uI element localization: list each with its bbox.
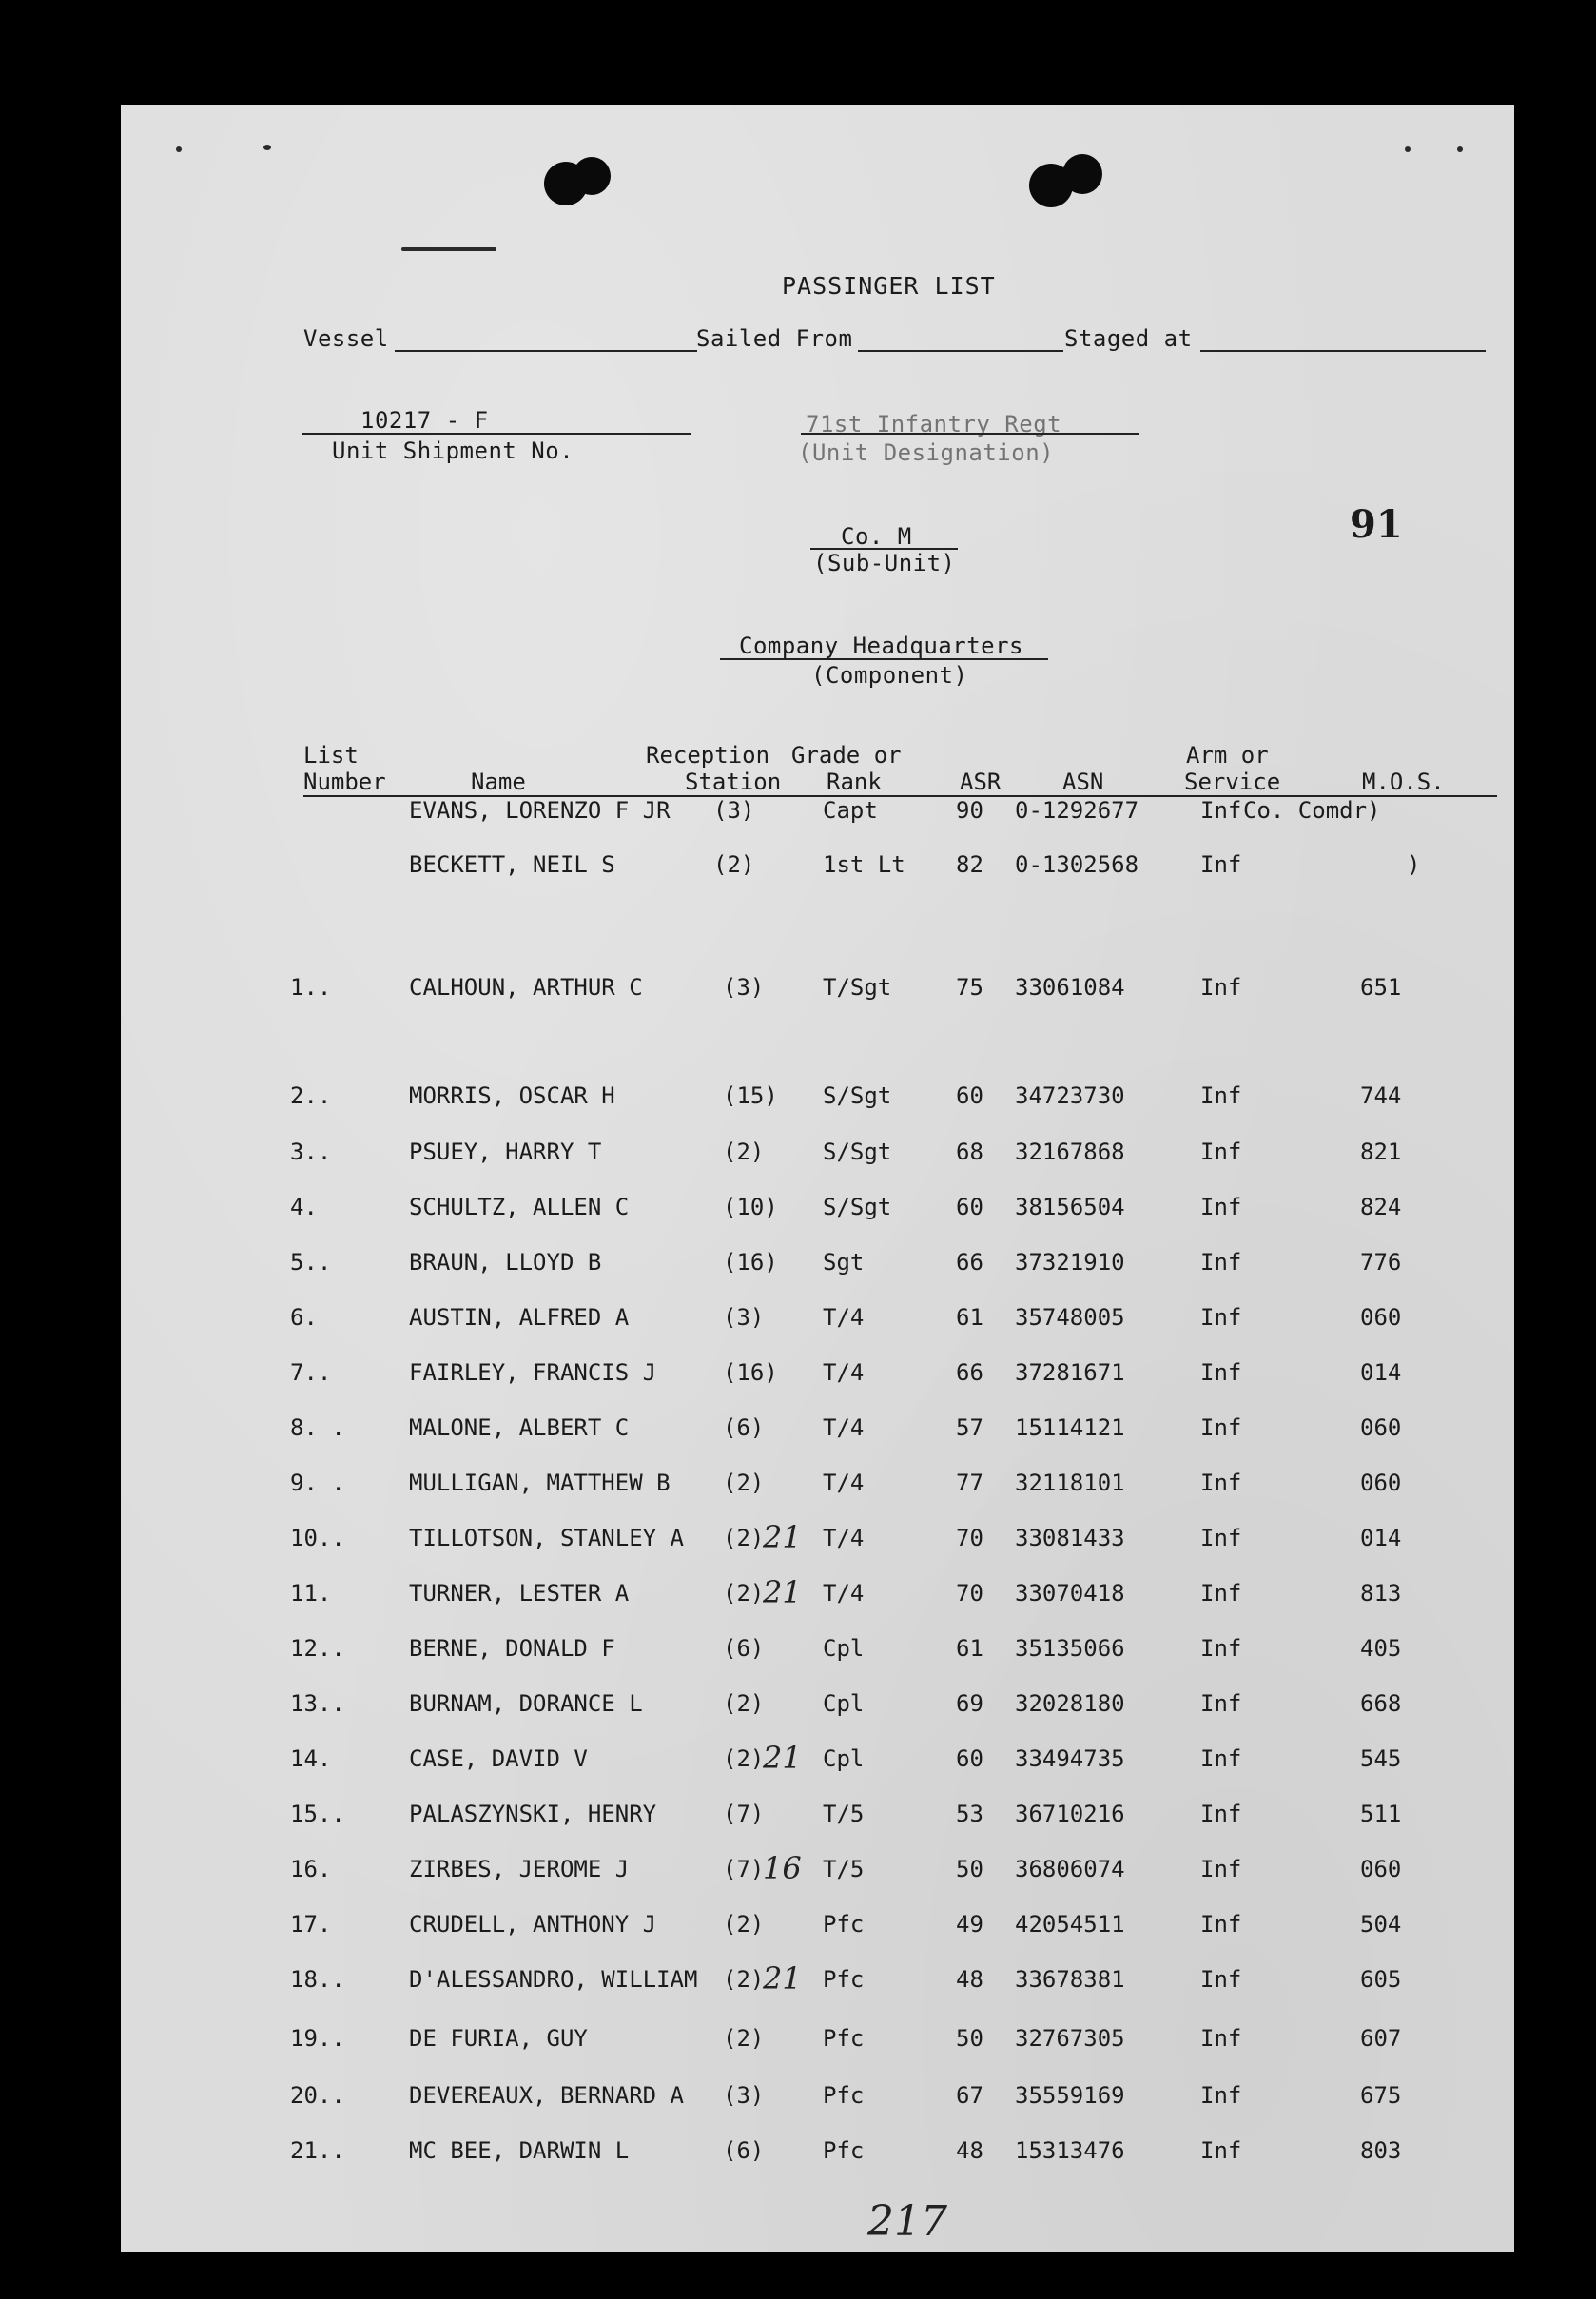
cell-name: MORRIS, OSCAR H <box>409 1082 615 1109</box>
sailed-from-label: Sailed From <box>696 325 853 352</box>
cell-grade: Pfc <box>823 1966 865 1993</box>
col-mos-header: M.O.S. <box>1362 769 1445 795</box>
cell-name: FAIRLEY, FRANCIS J <box>409 1359 657 1386</box>
cell-arm: Inf <box>1200 1580 1242 1607</box>
staged-at-label: Staged at <box>1064 325 1193 352</box>
table-row <box>121 1690 1514 1724</box>
component-rule <box>720 658 1048 660</box>
punch-hole <box>1062 154 1102 194</box>
cell-arm: Inf <box>1200 1414 1242 1441</box>
table-row <box>121 1470 1514 1504</box>
table-row <box>121 797 1514 831</box>
cell-name: BRAUN, LLOYD B <box>409 1249 602 1276</box>
cell-mos: 405 <box>1360 1635 1402 1662</box>
cell-mos: 651 <box>1360 974 1402 1001</box>
handwritten-station-correction: 21 <box>763 1574 802 1610</box>
cell-station: (2) <box>723 1139 765 1165</box>
cell-list-number: 19.. <box>290 2025 345 2052</box>
cell-name: DEVEREAUX, BERNARD A <box>409 2082 684 2109</box>
table-row <box>121 1139 1514 1173</box>
cell-mos: Co. Comdr) <box>1243 797 1381 824</box>
sailed-from-blank <box>858 350 1063 352</box>
cell-mos: 545 <box>1360 1745 1402 1772</box>
page-title: PASSINGER LIST <box>782 272 996 300</box>
cell-arm: Inf <box>1200 974 1242 1001</box>
cell-asr: 68 <box>956 1139 983 1165</box>
cell-mos: 776 <box>1360 1249 1402 1276</box>
cell-list-number: 3.. <box>290 1139 332 1165</box>
cell-asr: 90 <box>956 797 983 824</box>
col-list-header: List <box>303 742 359 769</box>
cell-station: (2) <box>713 851 755 878</box>
cell-asn: 32118101 <box>1015 1470 1125 1496</box>
punch-hole <box>573 157 611 195</box>
cell-mos: 605 <box>1360 1966 1402 1993</box>
cell-station: (2) <box>723 1470 765 1496</box>
cell-asn: 37281671 <box>1015 1359 1125 1386</box>
cell-name: MULLIGAN, MATTHEW B <box>409 1470 671 1496</box>
cell-arm: Inf <box>1200 1690 1242 1717</box>
cell-list-number: 11. <box>290 1580 332 1607</box>
cell-asn: 33494735 <box>1015 1745 1125 1772</box>
cell-asn: 37321910 <box>1015 1249 1125 1276</box>
speck <box>176 146 182 152</box>
cell-asn: 36806074 <box>1015 1856 1125 1882</box>
cell-list-number: 16. <box>290 1856 332 1882</box>
cell-mos: 675 <box>1360 2082 1402 2109</box>
cell-mos: 060 <box>1360 1856 1402 1882</box>
cell-station: (7) <box>723 1856 765 1882</box>
table-row <box>121 1359 1514 1393</box>
cell-grade: T/5 <box>823 1856 865 1882</box>
cell-arm: Inf <box>1200 1745 1242 1772</box>
cell-asr: 69 <box>956 1690 983 1717</box>
cell-station: (3) <box>723 2082 765 2109</box>
table-row <box>121 1249 1514 1283</box>
cell-station: (6) <box>723 1635 765 1662</box>
speck <box>1405 146 1411 152</box>
cell-asr: 60 <box>956 1745 983 1772</box>
table-row <box>121 2137 1514 2172</box>
cell-station: (16) <box>723 1249 778 1276</box>
cell-asn: 32167868 <box>1015 1139 1125 1165</box>
cell-list-number: 21.. <box>290 2137 345 2164</box>
cell-asn: 35748005 <box>1015 1304 1125 1331</box>
speck <box>401 247 496 251</box>
component-value: Company Headquarters <box>739 633 1023 659</box>
cell-arm: Inf <box>1200 1249 1242 1276</box>
table-row <box>121 974 1514 1008</box>
handwritten-page-number: 217 <box>867 2197 947 2246</box>
table-row <box>121 1960 1514 2000</box>
cell-grade: Cpl <box>823 1745 865 1772</box>
cell-list-number: 20.. <box>290 2082 345 2109</box>
cell-mos: 511 <box>1360 1801 1402 1827</box>
cell-asr: 66 <box>956 1249 983 1276</box>
col-list-header-2: Number <box>303 769 386 795</box>
cell-asr: 82 <box>956 851 983 878</box>
cell-name: BERNE, DONALD F <box>409 1635 615 1662</box>
cell-name: TILLOTSON, STANLEY A <box>409 1525 684 1551</box>
component-label: (Component) <box>811 662 968 689</box>
cell-name: CALHOUN, ARTHUR C <box>409 974 643 1001</box>
cell-asn: 36710216 <box>1015 1801 1125 1827</box>
cell-asr: 66 <box>956 1359 983 1386</box>
col-name-header: Name <box>471 769 526 795</box>
cell-arm: Inf <box>1200 2025 1242 2052</box>
cell-grade: Pfc <box>823 2025 865 2052</box>
cell-grade: T/4 <box>823 1304 865 1331</box>
speck <box>263 145 271 150</box>
cell-list-number: 17. <box>290 1911 332 1938</box>
cell-station: (3) <box>723 974 765 1001</box>
cell-arm: Inf <box>1200 1525 1242 1551</box>
col-station-header: Station <box>685 769 782 795</box>
cell-station: (2) <box>723 1966 765 1993</box>
cell-asr: 67 <box>956 2082 983 2109</box>
unit-shipment-rule <box>302 433 691 435</box>
table-row <box>121 1635 1514 1669</box>
cell-asn: 33061084 <box>1015 974 1125 1001</box>
table-row <box>121 1801 1514 1835</box>
sub-unit-value: Co. M <box>841 523 912 550</box>
cell-mos: 668 <box>1360 1690 1402 1717</box>
cell-station: (16) <box>723 1359 778 1386</box>
cell-arm: Inf <box>1200 797 1242 824</box>
cell-station: (10) <box>723 1194 778 1220</box>
vessel-blank <box>395 350 697 352</box>
cell-name: EVANS, LORENZO F JR <box>409 797 671 824</box>
cell-arm: Inf <box>1200 1359 1242 1386</box>
cell-grade: S/Sgt <box>823 1082 892 1109</box>
cell-arm: Inf <box>1200 1139 1242 1165</box>
cell-name: SCHULTZ, ALLEN C <box>409 1194 630 1220</box>
cell-asr: 77 <box>956 1470 983 1496</box>
cell-asr: 61 <box>956 1635 983 1662</box>
cell-arm: Inf <box>1200 1856 1242 1882</box>
table-row <box>121 1911 1514 1945</box>
cell-asn: 33070418 <box>1015 1580 1125 1607</box>
cell-asn: 15114121 <box>1015 1414 1125 1441</box>
col-reception-header: Reception <box>646 742 770 769</box>
cell-grade: Cpl <box>823 1690 865 1717</box>
cell-asn: 0-1302568 <box>1015 851 1139 878</box>
cell-list-number: 12.. <box>290 1635 345 1662</box>
cell-name: ZIRBES, JEROME J <box>409 1856 630 1882</box>
cell-asr: 48 <box>956 2137 983 2164</box>
cell-asn: 0-1292677 <box>1015 797 1139 824</box>
cell-grade: T/4 <box>823 1414 865 1441</box>
cell-name: MC BEE, DARWIN L <box>409 2137 630 2164</box>
cell-list-number: 8. . <box>290 1414 345 1441</box>
unit-designation-label: (Unit Designation) <box>798 439 1055 466</box>
cell-mos: 060 <box>1360 1304 1402 1331</box>
cell-arm: Inf <box>1200 1966 1242 1993</box>
cell-name: MALONE, ALBERT C <box>409 1414 630 1441</box>
cell-grade: T/5 <box>823 1801 865 1827</box>
table-row <box>121 1740 1514 1780</box>
cell-grade: Pfc <box>823 2137 865 2164</box>
unit-designation-value: 71st Infantry Regt <box>806 411 1062 438</box>
document-page <box>121 105 1514 2252</box>
cell-mos: 060 <box>1360 1414 1402 1441</box>
cell-name: CRUDELL, ANTHONY J <box>409 1911 657 1938</box>
cell-list-number: 2.. <box>290 1082 332 1109</box>
cell-grade: S/Sgt <box>823 1139 892 1165</box>
cell-station: (6) <box>723 1414 765 1441</box>
cell-grade: 1st Lt <box>823 851 905 878</box>
cell-asn: 42054511 <box>1015 1911 1125 1938</box>
col-grade-header: Grade or <box>791 742 902 769</box>
table-row <box>121 1194 1514 1228</box>
cell-asn: 33678381 <box>1015 1966 1125 1993</box>
handwritten-station-correction: 21 <box>763 1519 802 1555</box>
cell-mos: 014 <box>1360 1525 1402 1551</box>
table-row <box>121 1519 1514 1559</box>
cell-asr: 50 <box>956 1856 983 1882</box>
cell-station: (2) <box>723 1745 765 1772</box>
cell-list-number: 7.. <box>290 1359 332 1386</box>
cell-asr: 57 <box>956 1414 983 1441</box>
cell-asr: 70 <box>956 1580 983 1607</box>
cell-list-number: 1.. <box>290 974 332 1001</box>
cell-list-number: 6. <box>290 1304 318 1331</box>
cell-asn: 38156504 <box>1015 1194 1125 1220</box>
cell-mos: ) <box>1407 851 1421 878</box>
cell-arm: Inf <box>1200 1470 1242 1496</box>
cell-station: (3) <box>713 797 755 824</box>
table-row <box>121 2082 1514 2116</box>
col-arm-header: Arm or <box>1186 742 1269 769</box>
cell-asr: 60 <box>956 1194 983 1220</box>
table-row <box>121 1082 1514 1117</box>
cell-station: (2) <box>723 1525 765 1551</box>
cell-mos: 803 <box>1360 2137 1402 2164</box>
cell-asn: 35135066 <box>1015 1635 1125 1662</box>
cell-arm: Inf <box>1200 1911 1242 1938</box>
cell-arm: Inf <box>1200 1635 1242 1662</box>
cell-grade: Pfc <box>823 2082 865 2109</box>
cell-grade: T/4 <box>823 1580 865 1607</box>
cell-asr: 48 <box>956 1966 983 1993</box>
cell-asr: 75 <box>956 974 983 1001</box>
cell-grade: T/4 <box>823 1525 865 1551</box>
cell-station: (2) <box>723 1690 765 1717</box>
col-service-header: Service <box>1184 769 1281 795</box>
cell-arm: Inf <box>1200 1194 1242 1220</box>
cell-arm: Inf <box>1200 2082 1242 2109</box>
cell-arm: Inf <box>1200 2137 1242 2164</box>
cell-asr: 53 <box>956 1801 983 1827</box>
cell-grade: T/4 <box>823 1470 865 1496</box>
cell-grade: Cpl <box>823 1635 865 1662</box>
cell-mos: 060 <box>1360 1470 1402 1496</box>
cell-list-number: 9. . <box>290 1470 345 1496</box>
cell-station: (3) <box>723 1304 765 1331</box>
cell-name: D'ALESSANDRO, WILLIAM <box>409 1966 698 1993</box>
cell-list-number: 5.. <box>290 1249 332 1276</box>
cell-asn: 33081433 <box>1015 1525 1125 1551</box>
cell-station: (2) <box>723 2025 765 2052</box>
staged-at-blank <box>1200 350 1486 352</box>
cell-arm: Inf <box>1200 1304 1242 1331</box>
cell-name: CASE, DAVID V <box>409 1745 588 1772</box>
cell-arm: Inf <box>1200 1082 1242 1109</box>
cell-asn: 32767305 <box>1015 2025 1125 2052</box>
cell-mos: 014 <box>1360 1359 1402 1386</box>
unit-designation-rule <box>801 433 1139 435</box>
speck <box>1457 146 1463 152</box>
cell-asn: 15313476 <box>1015 2137 1125 2164</box>
cell-asr: 60 <box>956 1082 983 1109</box>
cell-mos: 607 <box>1360 2025 1402 2052</box>
unit-shipment-label: Unit Shipment No. <box>332 438 574 464</box>
cell-name: BURNAM, DORANCE L <box>409 1690 643 1717</box>
table-row <box>121 1574 1514 1614</box>
cell-name: BECKETT, NEIL S <box>409 851 615 878</box>
cell-station: (2) <box>723 1911 765 1938</box>
table-row <box>121 1850 1514 1890</box>
cell-list-number: 15.. <box>290 1801 345 1827</box>
cell-arm: Inf <box>1200 851 1242 878</box>
cell-asn: 32028180 <box>1015 1690 1125 1717</box>
cell-list-number: 18.. <box>290 1966 345 1993</box>
unit-shipment-value: 10217 - F <box>360 407 489 434</box>
cell-list-number: 4. <box>290 1194 318 1220</box>
cell-asr: 70 <box>956 1525 983 1551</box>
col-rank-header: Rank <box>827 769 882 795</box>
cell-station: (7) <box>723 1801 765 1827</box>
cell-asn: 35559169 <box>1015 2082 1125 2109</box>
cell-name: PSUEY, HARRY T <box>409 1139 602 1165</box>
cell-list-number: 14. <box>290 1745 332 1772</box>
cell-mos: 824 <box>1360 1194 1402 1220</box>
cell-grade: T/4 <box>823 1359 865 1386</box>
cell-name: PALASZYNSKI, HENRY <box>409 1801 657 1827</box>
cell-station: (6) <box>723 2137 765 2164</box>
cell-asr: 50 <box>956 2025 983 2052</box>
cell-list-number: 10.. <box>290 1525 345 1551</box>
table-row <box>121 2025 1514 2059</box>
table-row <box>121 1414 1514 1449</box>
col-asr-header: ASR <box>960 769 1002 795</box>
sub-unit-label: (Sub-Unit) <box>813 550 956 576</box>
cell-asr: 61 <box>956 1304 983 1331</box>
table-row <box>121 851 1514 886</box>
handwritten-station-correction: 21 <box>763 1740 802 1776</box>
cell-arm: Inf <box>1200 1801 1242 1827</box>
cell-name: AUSTIN, ALFRED A <box>409 1304 630 1331</box>
cell-grade: Capt <box>823 797 878 824</box>
handwritten-station-correction: 21 <box>763 1960 802 1997</box>
cell-grade: Sgt <box>823 1249 865 1276</box>
cell-grade: Pfc <box>823 1911 865 1938</box>
cell-name: DE FURIA, GUY <box>409 2025 588 2052</box>
handwritten-station-correction: 16 <box>763 1850 802 1886</box>
cell-station: (15) <box>723 1082 778 1109</box>
cell-asr: 49 <box>956 1911 983 1938</box>
cell-name: TURNER, LESTER A <box>409 1580 630 1607</box>
col-asn-header: ASN <box>1062 769 1104 795</box>
cell-mos: 813 <box>1360 1580 1402 1607</box>
cell-asn: 34723730 <box>1015 1082 1125 1109</box>
table-row <box>121 1304 1514 1338</box>
cell-grade: T/Sgt <box>823 974 892 1001</box>
cell-station: (2) <box>723 1580 765 1607</box>
vessel-label: Vessel <box>303 325 389 352</box>
cell-mos: 504 <box>1360 1911 1402 1938</box>
cell-list-number: 13.. <box>290 1690 345 1717</box>
sheet-number: 91 <box>1350 502 1403 547</box>
cell-mos: 821 <box>1360 1139 1402 1165</box>
cell-grade: S/Sgt <box>823 1194 892 1220</box>
cell-mos: 744 <box>1360 1082 1402 1109</box>
